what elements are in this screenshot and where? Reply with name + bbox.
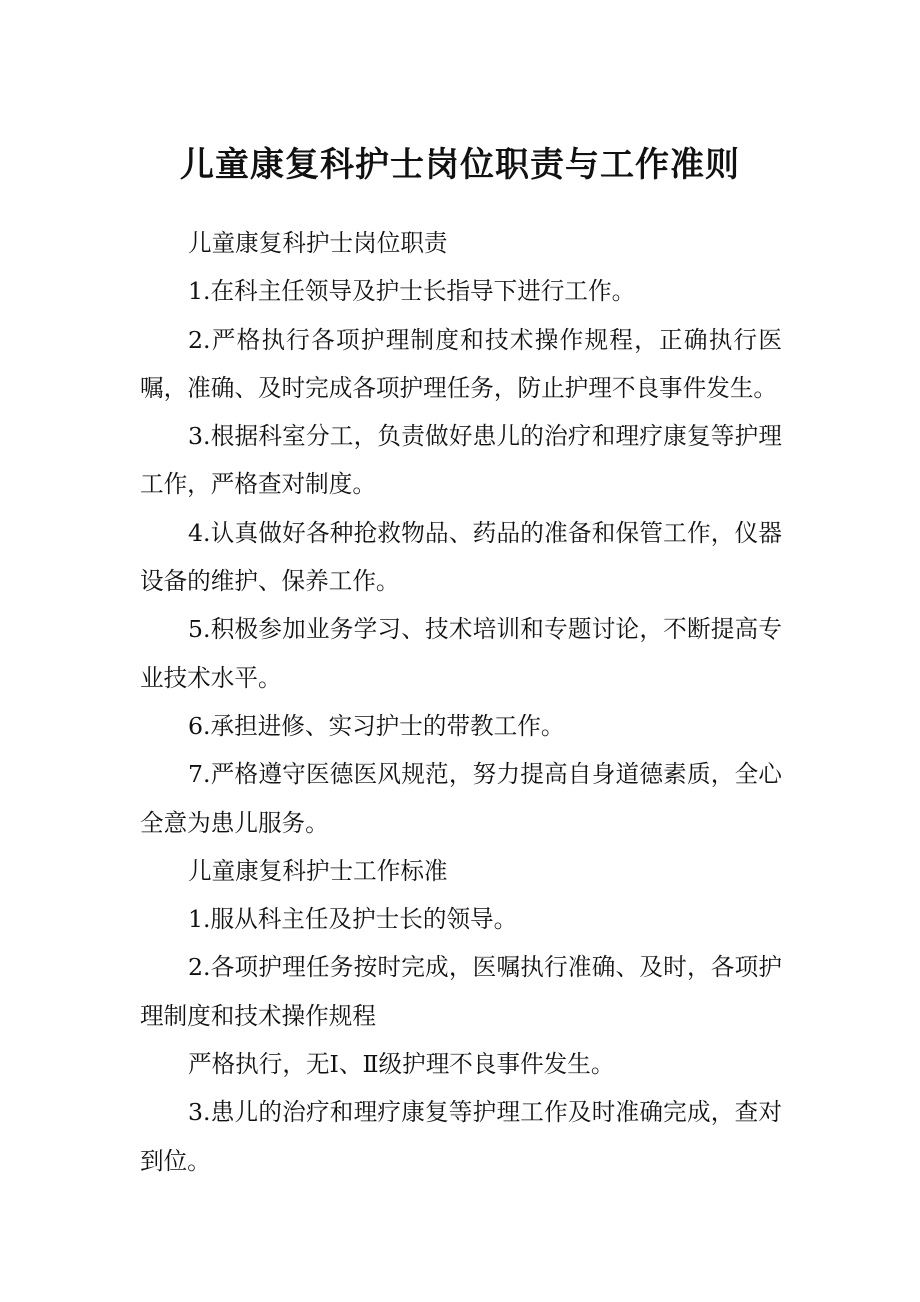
paragraph: 7.严格遵守医德医风规范，努力提高自身道德素质，全心全意为患儿服务。 xyxy=(140,760,782,837)
paragraph: 儿童康复科护士工作标准 xyxy=(188,856,448,885)
paragraph: 严格执行，无Ⅰ、Ⅱ级护理不良事件发生。 xyxy=(188,1050,615,1079)
document-title: 儿童康复科护士岗位职责与工作准则 xyxy=(180,145,740,185)
paragraph: 4.认真做好各种抢救物品、药品的准备和保管工作，仪器设备的维护、保养工作。 xyxy=(140,518,782,596)
paragraph: 1.服从科主任及护士长的领导。 xyxy=(188,905,518,934)
paragraph: 3.根据科室分工，负责做好患儿的治疗和理疗康复等护理工作，严格查对制度。 xyxy=(140,422,782,499)
paragraph: 6.承担进修、实习护士的带教工作。 xyxy=(188,711,565,740)
paragraph: 2.各项护理任务按时完成，医嘱执行准确、及时，各项护理制度和技术操作规程 xyxy=(140,953,782,1030)
paragraph: 3.患儿的治疗和理疗康复等护理工作及时准确完成，查对到位。 xyxy=(140,1098,782,1175)
paragraph: 1.在科主任领导及护士长指导下进行工作。 xyxy=(188,277,636,306)
paragraph: 儿童康复科护士岗位职责 xyxy=(188,229,448,257)
paragraph: 2.严格执行各项护理制度和技术操作规程，正确执行医嘱，准确、及时完成各项护理任务，防止护理不良事件发生。 xyxy=(140,325,782,402)
document-body xyxy=(140,219,782,1185)
paragraph: 5.积极参加业务学习、技术培训和专题讨论，不断提高专业技术水平。 xyxy=(140,615,782,692)
